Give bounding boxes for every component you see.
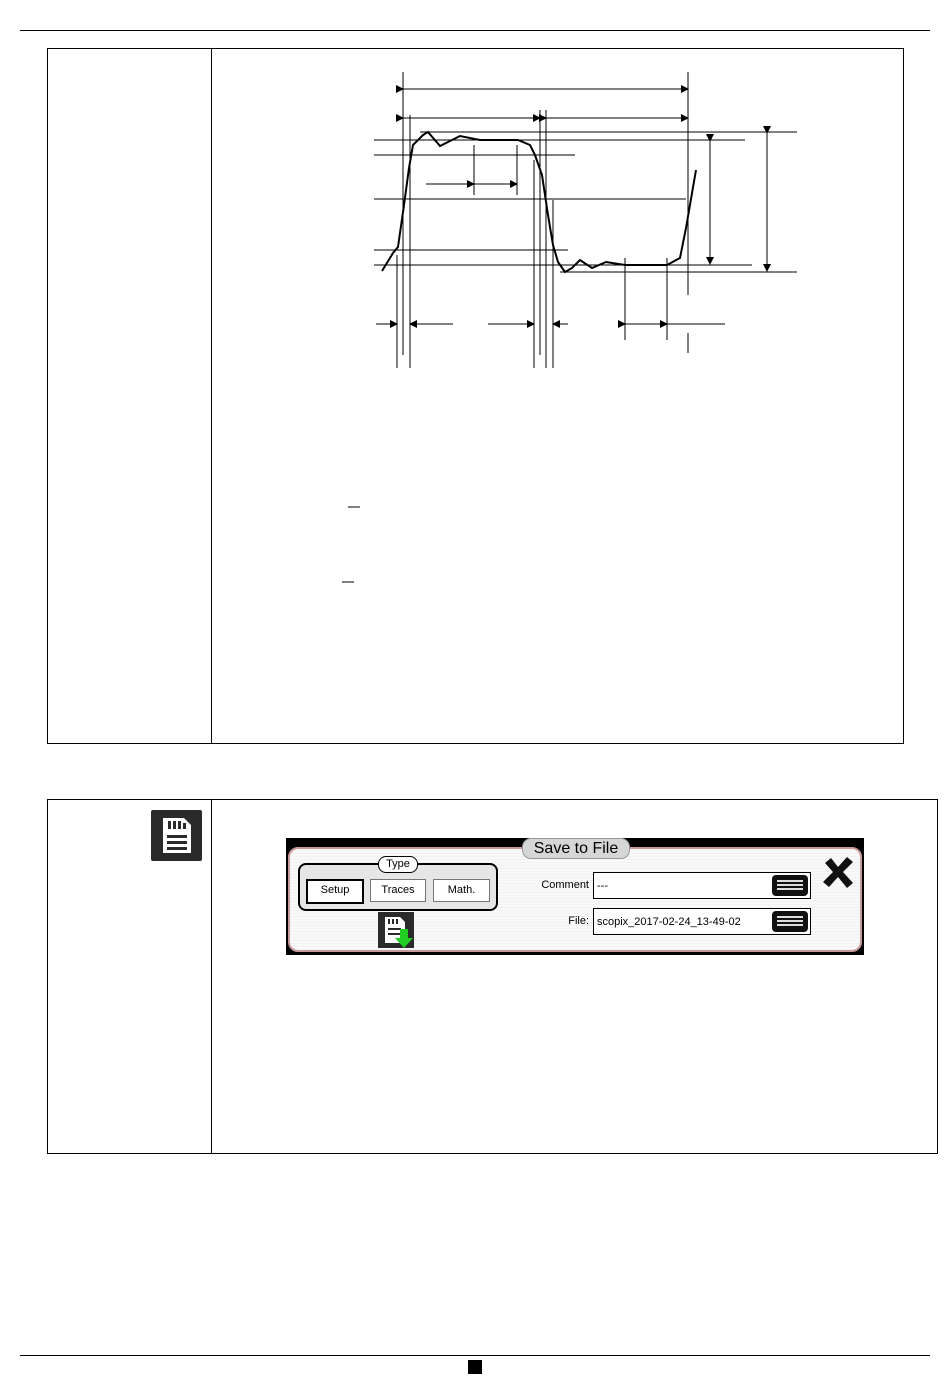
file-name-field[interactable]: [593, 908, 811, 935]
file-name-value: scopix_2017-02-24_13-49-02: [597, 916, 741, 928]
type-traces-button[interactable]: Traces: [370, 879, 426, 902]
waveform-trace: [382, 132, 696, 272]
page-number-marker: [468, 1360, 482, 1374]
file-label: File:: [568, 915, 589, 927]
dialog-title: Save to File: [522, 838, 630, 859]
type-math-button[interactable]: Math.: [433, 879, 490, 902]
type-setup-button[interactable]: Setup: [306, 879, 364, 904]
sd-card-save-icon: [151, 810, 202, 861]
close-x-icon[interactable]: [821, 855, 855, 889]
comment-label: Comment: [541, 879, 589, 891]
keyboard-icon[interactable]: [772, 875, 808, 896]
column-divider: [211, 800, 212, 1153]
comment-value: ---: [597, 880, 608, 892]
type-group-label: Type: [378, 856, 418, 873]
footer-rule: [20, 1355, 930, 1356]
keyboard-icon[interactable]: [772, 911, 808, 932]
sd-card-download-icon[interactable]: [378, 912, 414, 948]
comment-field[interactable]: [593, 872, 811, 899]
